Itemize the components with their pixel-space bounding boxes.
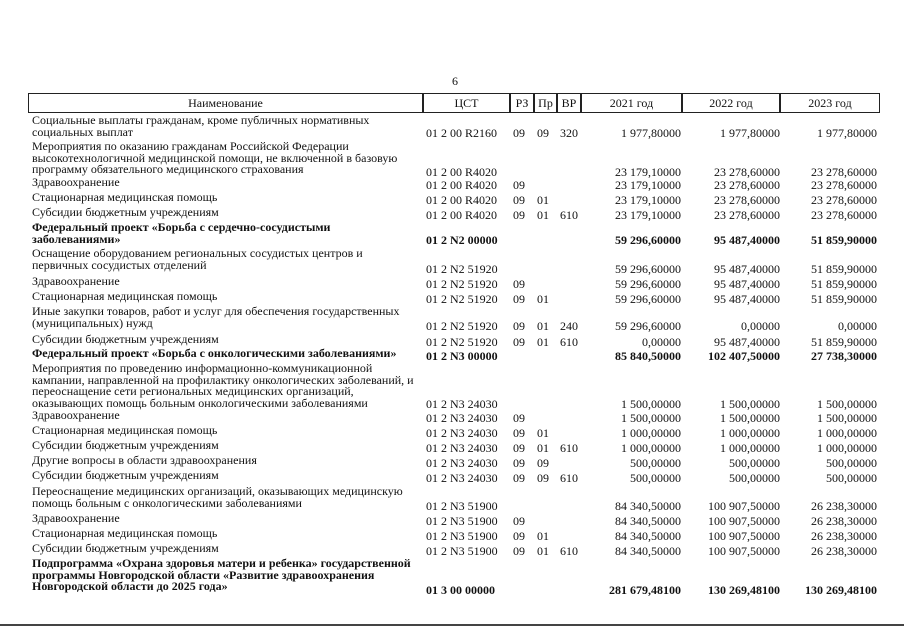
row-y2021: 59 296,60000 [615, 319, 681, 333]
row-pr: 01 [537, 208, 549, 222]
row-y2023: 130 269,48100 [805, 583, 877, 597]
row-y2021: 85 840,50000 [615, 349, 681, 363]
row-rz: 09 [513, 514, 525, 528]
row-y2022: 23 278,60000 [714, 165, 780, 179]
row-y2022: 23 278,60000 [714, 208, 780, 222]
row-y2022: 100 907,50000 [708, 544, 780, 558]
row-y2023: 1 000,00000 [817, 441, 877, 455]
row-vr: 610 [560, 471, 578, 485]
row-name: Мероприятия по проведению информационно-коммуникационной кампании, направленной на профилактику онкологических заболеваний, и переоснащение сети региональных медицинских организаций, оказывающих помощь больным онкологическими заболеваниями [32, 361, 414, 410]
row-y2023: 26 238,30000 [811, 499, 877, 513]
row-y2022: 100 907,50000 [708, 514, 780, 528]
row-cst: 01 2 N3 24030 [426, 411, 498, 425]
row-y2021: 84 340,50000 [615, 529, 681, 543]
row-y2022: 0,00000 [741, 319, 780, 333]
row-pr: 01 [537, 335, 549, 349]
row-name: Субсидии бюджетным учреждениям [32, 332, 219, 346]
row-name: Мероприятия по оказанию гражданам Российской Федерации высокотехнологичной медицинской помощи, не включенной в базовую программу обязательного медицинского страхования [32, 139, 398, 176]
row-y2022: 1 000,00000 [720, 426, 780, 440]
row-vr: 320 [560, 126, 578, 140]
row-name: Здравоохранение [32, 511, 120, 525]
row-pr: 01 [537, 441, 549, 455]
row-name: Иные закупки товаров, работ и услуг для обеспечения государственных (муниципальных) нужд [32, 304, 400, 330]
row-y2023: 1 000,00000 [817, 426, 877, 440]
row-rz: 09 [513, 208, 525, 222]
row-y2022: 1 000,00000 [720, 441, 780, 455]
row-name: Федеральный проект «Борьба с онкологическими заболеваниями» [32, 346, 397, 360]
row-y2021: 59 296,60000 [615, 233, 681, 247]
row-vr: 610 [560, 544, 578, 558]
row-cst: 01 2 N3 51900 [426, 514, 498, 528]
row-pr: 09 [537, 126, 549, 140]
row-vr: 240 [560, 319, 578, 333]
row-y2021: 23 179,10000 [615, 165, 681, 179]
row-name: Стационарная медицинская помощь [32, 423, 218, 437]
row-cst: 01 2 00 R4020 [426, 208, 498, 222]
row-rz: 09 [513, 319, 525, 333]
row-rz: 09 [513, 126, 525, 140]
row-y2021: 23 179,10000 [615, 193, 681, 207]
row-cst: 01 2 N2 51920 [426, 292, 498, 306]
row-pr: 01 [537, 319, 549, 333]
row-pr: 09 [537, 456, 549, 470]
row-y2021: 500,00000 [630, 456, 681, 470]
row-y2023: 51 859,90000 [811, 233, 877, 247]
row-cst: 01 2 N3 00000 [426, 349, 498, 363]
row-y2022: 95 487,40000 [714, 262, 780, 276]
row-y2023: 1 977,80000 [817, 126, 877, 140]
row-y2023: 500,00000 [826, 471, 877, 485]
row-cst: 01 2 N3 24030 [426, 397, 498, 411]
row-name: Здравоохранение [32, 274, 120, 288]
row-cst: 01 2 00 R4020 [426, 193, 498, 207]
row-cst: 01 2 N2 00000 [426, 233, 498, 247]
row-name: Переоснащение медицинских организаций, оказывающих медицинскую помощь больным с онкологическими заболеваниями [32, 484, 403, 510]
row-y2022: 23 278,60000 [714, 193, 780, 207]
row-y2021: 59 296,60000 [615, 292, 681, 306]
row-rz: 09 [513, 178, 525, 192]
row-y2022: 95 487,40000 [714, 292, 780, 306]
row-y2022: 130 269,48100 [708, 583, 780, 597]
row-y2022: 95 487,40000 [714, 335, 780, 349]
header-pr: Пр [534, 93, 557, 113]
row-name: Подпрограмма «Охрана здоровья матери и ребенка» государственной программы Новгородской области «Развитие здравоохранения Новгородской области до 2025 года» [32, 556, 411, 593]
row-name: Оснащение оборудованием региональных сосудистых центров и первичных сосудистых отделений [32, 246, 363, 272]
row-y2022: 100 907,50000 [708, 499, 780, 513]
row-rz: 09 [513, 277, 525, 291]
row-y2023: 23 278,60000 [811, 178, 877, 192]
row-cst: 01 2 00 R2160 [426, 126, 498, 140]
row-rz: 09 [513, 456, 525, 470]
row-pr: 01 [537, 544, 549, 558]
row-rz: 09 [513, 193, 525, 207]
row-cst: 01 2 N3 24030 [426, 456, 498, 470]
row-y2023: 27 738,30000 [811, 349, 877, 363]
row-y2022: 1 500,00000 [720, 411, 780, 425]
row-y2022: 95 487,40000 [714, 233, 780, 247]
row-y2021: 1 500,00000 [621, 411, 681, 425]
row-cst: 01 2 00 R4020 [426, 165, 498, 179]
row-cst: 01 2 N2 51920 [426, 277, 498, 291]
row-rz: 09 [513, 544, 525, 558]
page-number: 6 [452, 74, 458, 88]
row-cst: 01 2 00 R4020 [426, 178, 498, 192]
row-y2021: 1 000,00000 [621, 426, 681, 440]
row-y2023: 0,00000 [838, 319, 877, 333]
row-name: Субсидии бюджетным учреждениям [32, 468, 219, 482]
row-y2023: 26 238,30000 [811, 514, 877, 528]
row-y2022: 500,00000 [729, 456, 780, 470]
row-cst: 01 2 N3 24030 [426, 471, 498, 485]
row-y2021: 84 340,50000 [615, 544, 681, 558]
row-vr: 610 [560, 335, 578, 349]
header-name: Наименование [28, 93, 423, 113]
row-y2023: 51 859,90000 [811, 262, 877, 276]
row-cst: 01 2 N2 51920 [426, 319, 498, 333]
row-cst: 01 2 N2 51920 [426, 262, 498, 276]
row-y2021: 281 679,48100 [609, 583, 681, 597]
header-2022: 2022 год [682, 93, 780, 113]
row-name: Субсидии бюджетным учреждениям [32, 205, 219, 219]
row-y2023: 26 238,30000 [811, 544, 877, 558]
row-y2022: 100 907,50000 [708, 529, 780, 543]
row-y2023: 51 859,90000 [811, 292, 877, 306]
row-name: Здравоохранение [32, 175, 120, 189]
row-rz: 09 [513, 411, 525, 425]
row-y2023: 26 238,30000 [811, 529, 877, 543]
row-name: Стационарная медицинская помощь [32, 190, 218, 204]
row-pr: 01 [537, 193, 549, 207]
row-cst: 01 2 N3 51900 [426, 544, 498, 558]
header-cst: ЦСТ [423, 93, 510, 113]
row-name: Здравоохранение [32, 408, 120, 422]
row-rz: 09 [513, 441, 525, 455]
row-cst: 01 2 N3 51900 [426, 529, 498, 543]
row-cst: 01 3 00 00000 [426, 583, 495, 597]
row-y2022: 500,00000 [729, 471, 780, 485]
row-y2023: 23 278,60000 [811, 208, 877, 222]
row-y2023: 500,00000 [826, 456, 877, 470]
row-y2023: 51 859,90000 [811, 335, 877, 349]
row-vr: 610 [560, 441, 578, 455]
row-y2023: 23 278,60000 [811, 193, 877, 207]
header-2023: 2023 год [780, 93, 880, 113]
row-y2021: 500,00000 [630, 471, 681, 485]
row-name: Субсидии бюджетным учреждениям [32, 541, 219, 555]
row-rz: 09 [513, 471, 525, 485]
row-name: Федеральный проект «Борьба с сердечно-сосудистыми заболеваниями» [32, 220, 331, 246]
row-pr: 01 [537, 529, 549, 543]
row-name: Социальные выплаты гражданам, кроме публичных нормативных социальных выплат [32, 113, 370, 139]
row-pr: 09 [537, 471, 549, 485]
row-y2021: 59 296,60000 [615, 277, 681, 291]
row-name: Стационарная медицинская помощь [32, 526, 218, 540]
row-name: Другие вопросы в области здравоохранения [32, 453, 257, 467]
row-cst: 01 2 N3 24030 [426, 426, 498, 440]
row-name: Субсидии бюджетным учреждениям [32, 438, 219, 452]
row-y2021: 0,00000 [642, 335, 681, 349]
row-y2021: 84 340,50000 [615, 499, 681, 513]
row-y2022: 102 407,50000 [708, 349, 780, 363]
row-cst: 01 2 N3 51900 [426, 499, 498, 513]
row-y2022: 95 487,40000 [714, 277, 780, 291]
header-rz: РЗ [510, 93, 534, 113]
row-pr: 01 [537, 292, 549, 306]
header-2021: 2021 год [581, 93, 682, 113]
row-rz: 09 [513, 426, 525, 440]
row-y2023: 23 278,60000 [811, 165, 877, 179]
row-rz: 09 [513, 529, 525, 543]
row-rz: 09 [513, 292, 525, 306]
row-y2021: 1 500,00000 [621, 397, 681, 411]
header-vr: ВР [557, 93, 581, 113]
row-cst: 01 2 N3 24030 [426, 441, 498, 455]
row-cst: 01 2 N2 51920 [426, 335, 498, 349]
row-rz: 09 [513, 335, 525, 349]
page-bottom-edge [0, 624, 904, 626]
row-vr: 610 [560, 208, 578, 222]
row-y2021: 23 179,10000 [615, 208, 681, 222]
row-y2023: 1 500,00000 [817, 397, 877, 411]
row-y2021: 1 977,80000 [621, 126, 681, 140]
row-name: Стационарная медицинская помощь [32, 289, 218, 303]
row-y2023: 1 500,00000 [817, 411, 877, 425]
row-y2021: 59 296,60000 [615, 262, 681, 276]
row-pr: 01 [537, 426, 549, 440]
row-y2021: 23 179,10000 [615, 178, 681, 192]
row-y2021: 84 340,50000 [615, 514, 681, 528]
row-y2023: 51 859,90000 [811, 277, 877, 291]
row-y2021: 1 000,00000 [621, 441, 681, 455]
row-y2022: 23 278,60000 [714, 178, 780, 192]
row-y2022: 1 977,80000 [720, 126, 780, 140]
row-y2022: 1 500,00000 [720, 397, 780, 411]
